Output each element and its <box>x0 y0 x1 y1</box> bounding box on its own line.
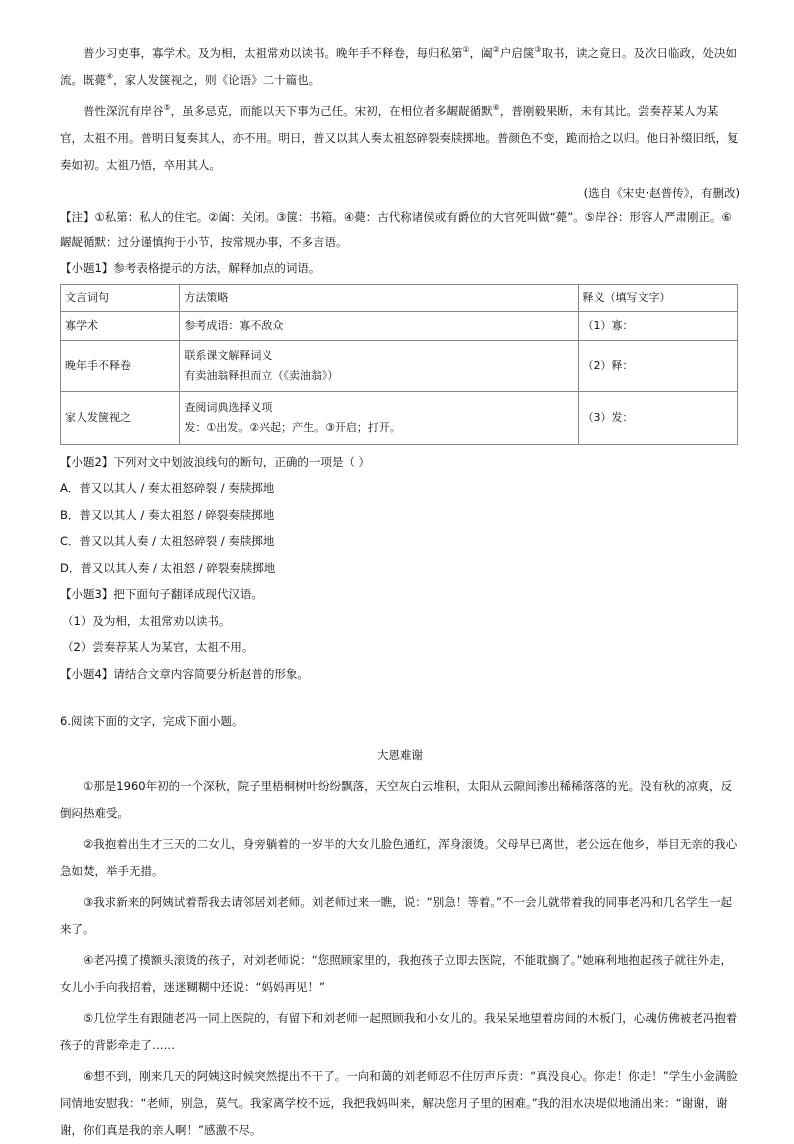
text-run: 取书，读之竟日。及次日临政，处决如流。既薨 <box>60 46 738 87</box>
question-3-prompt: 【小题3】把下面句子翻译成现代汉语。 <box>60 587 263 601</box>
vocabulary-table <box>60 284 738 445</box>
option-b[interactable]: B．普又以其人 / 奏太祖怒 / 碎裂奏牍掷地 <box>60 507 275 522</box>
passage-paragraph-1 <box>60 40 740 94</box>
method-cell <box>180 391 578 444</box>
text-run: 普性深沉有岸谷 <box>83 104 164 118</box>
phrase-cell: 寡学术 <box>61 311 180 340</box>
table-header-cell: 释义（填写文字） <box>578 284 737 311</box>
story-paragraph-5: ⑤几位学生有跟随老冯一同上医院的，有留下和刘老师一起照顾我和小女儿的。我呆呆地望着房间的木板门，心魂仿佛被老冯抱着孩子的背影牵走了…… <box>60 1011 738 1052</box>
story-paragraph-2: ②我抱着出生才三天的二女儿，身旁躺着的一岁半的大女儿脸色通红，浑身滚烫。父母早已离世，老公远在他乡，举目无亲的我心急如焚，举手无措。 <box>60 837 738 878</box>
story-paragraph-1: ①那是1960年初的一个深秋，院子里梧桐树叶纷纷飘落，天空灰白云堆积，太阳从云隙间渗出稀稀落落的光。没有秋的凉爽，反倒闷热难受。 <box>60 779 733 820</box>
text-run: ，普刚毅果断，未有其比。尝奏荐某人为某官，太祖不用。普明日复奏其人，亦不用。明日，普又以其人奏太祖怒碎裂奏牍掷地。普颜色不变，跪而拾之以归。他日补缀旧纸，复奏如初。太祖乃悟，卒用其人。 <box>60 104 739 172</box>
table-header-cell: 方法策略 <box>180 284 578 311</box>
text-run: 户启箧 <box>499 46 535 60</box>
document-page <box>60 40 740 1144</box>
table-row <box>61 391 738 444</box>
footnote-mark: ① <box>462 45 470 55</box>
footnote-mark: ② <box>492 45 500 55</box>
passage-paragraph-2 <box>60 98 740 179</box>
story-paragraph-3: ③我求新来的阿姨试着帮我去请邻居刘老师。刘老师过来一瞧，说：“别急！等着。”不一会儿就带着我的同事老冯和几名学生一起来了。 <box>60 895 732 936</box>
question-3-item-1: （1）及为相，太祖常劝以读书。 <box>62 613 231 628</box>
annotation-note: 【注】①私第：私人的住宅。②阖：关闭。③箧：书箱。④薨：古代称诸侯或有爵位的大官死叫做“薨”。⑤岸谷：形容人严肃刚正。⑥龌龊循默：过分谨慎拘于小节，按常规办事，不多言语。 <box>60 210 732 249</box>
phrase-cell: 家人发箧视之 <box>61 391 180 444</box>
answer-cell[interactable]: （1）寡： <box>578 311 737 340</box>
passage-source: (选自《宋史·赵普传》，有删改) <box>583 186 740 200</box>
footnote-mark: ④ <box>106 72 114 82</box>
method-cell: 参考成语：寡不敌众 <box>180 311 578 340</box>
phrase-cell: 晚年手不释卷 <box>61 340 180 391</box>
footnote-mark: ③ <box>534 45 542 55</box>
answer-cell[interactable]: （2）释： <box>578 340 737 391</box>
method-line: 有卖油翁释担而立（《卖油翁》） <box>184 368 339 382</box>
question-1-prompt: 【小题1】参考表格提示的方法，解释加点的词语。 <box>60 261 321 275</box>
section-6-instruction: 6.阅读下面的文字，完成下面小题。 <box>60 714 244 728</box>
question-2-prompt: 【小题2】下列对文中划波浪线句的断句，正确的一项是（ ） <box>60 454 370 469</box>
text-run: 普少习吏事，寡学术。及为相，太祖常劝以读书。晚年手不释卷，每归私第 <box>83 46 463 60</box>
table-row <box>61 340 738 391</box>
footnote-mark: ⑥ <box>492 103 500 113</box>
option-c[interactable]: C．普又以其人奏 / 太祖怒碎裂 / 奏牍掷地 <box>60 534 275 548</box>
table-header-row <box>61 284 738 311</box>
text-run: ，阖 <box>469 46 493 60</box>
table-row <box>61 311 738 340</box>
method-line: 联系课文解释词义 <box>184 348 273 362</box>
story-paragraph-6: ⑥想不到，刚来几天的阿姨这时候突然提出不干了。一向和蔼的刘老师忍不住厉声斥责：“真没良心。你走！你走！”学生小金满脸同情地安慰我：“老师，别急，莫气。我家离学校不远，我把我妈叫来，解决您月子里的困难。”我的泪水决堤似地涌出来：“谢谢，谢谢，你们真是我的亲人啊！”感激不尽。 <box>60 1069 738 1137</box>
method-line: 查阅词典选择义项 <box>184 400 273 414</box>
text-run: ，家人发箧视之，则《论语》二十篇也。 <box>113 73 321 87</box>
method-cell <box>180 340 578 391</box>
text-run: ，虽多忌克，而能以天下事为己任。宋初，在相位者多龌龊循默 <box>170 104 493 118</box>
story-paragraph-4: ④老冯摸了摸额头滚烫的孩子，对刘老师说：“您照顾家里的，我抱孩子立即去医院，不能耽搁了。”她麻利地抱起孩子就往外走，女儿小手向我招着，迷迷糊糊中还说：“妈妈再见！” <box>60 953 732 994</box>
footnote-mark: ⑤ <box>163 103 171 113</box>
answer-cell[interactable]: （3）发： <box>578 391 737 444</box>
option-a[interactable]: A．普又以其人 / 奏太祖怒碎裂 / 奏牍掷地 <box>60 481 275 495</box>
story-title: 大恩难谢 <box>377 748 423 762</box>
question-3-item-2: （2）尝奏荐某人为某官，太祖不用。 <box>62 640 254 654</box>
option-d[interactable]: D．普又以其人奏 / 太祖怒 / 碎裂奏牍掷地 <box>60 560 276 575</box>
table-header-cell: 文言词句 <box>61 284 180 311</box>
method-line: 发：①出发。②兴起；产生。③开启；打开。 <box>184 420 401 434</box>
question-4-prompt: 【小题4】请结合文章内容简要分析赵普的形象。 <box>60 666 309 681</box>
